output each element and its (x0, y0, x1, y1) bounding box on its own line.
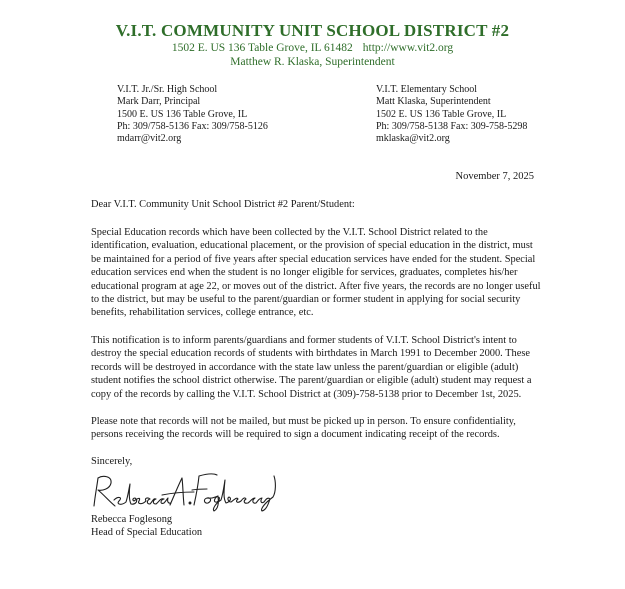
district-name: V.I.T. COMMUNITY UNIT SCHOOL DISTRICT #2 (115, 21, 510, 40)
paragraph-pickup-instructions: Please note that records will not be mailed, but must be picked up in person. To ensure confidentiality, persons receiving the records will be required to sign a document indicating receipt of the records. (91, 416, 516, 441)
handwritten-signature (90, 470, 280, 512)
school-email: mklaska@vit2.org (376, 133, 450, 145)
letter-date: November 7, 2025 (455, 171, 534, 182)
school-address: 1500 E. US 136 Table Grove, IL (117, 108, 248, 120)
closing: Sincerely, (91, 456, 133, 467)
school-address: 1502 E. US 136 Table Grove, IL (376, 108, 507, 120)
school-name: V.I.T. Elementary School (376, 84, 477, 95)
school-phone-fax: Ph: 309/758-5136 Fax: 309/758-5126 (117, 120, 268, 132)
school-contact: Mark Darr, Principal (117, 96, 201, 108)
district-address: 1502 E. US 136 Table Grove, IL 61482 (171, 42, 353, 54)
signer-name: Rebecca Foglesong (91, 514, 173, 525)
superintendent-line: Matthew R. Klaska, Superintendent (230, 56, 395, 68)
high-school-info (117, 84, 268, 145)
school-email: mdarr@vit2.org (117, 133, 182, 145)
paragraph-destruction-notice: This notification is to inform parents/guardians and former students of V.I.T. School District's intent to destroy the special education records of students with birthdates in March 1991 to December 2000. These records will be destroyed in accordance with the state law unless the parent/guardian or eligible (adult) student notifies the school district otherwise. The parent/guardian or eligible (adult) student may request a copy of the records by calling the V.I.T. School District at (309)-758-5138 prior to December 1st, 2025. (91, 335, 532, 400)
school-contact: Matt Klaska, Superintendent (376, 96, 491, 108)
district-address-line (0, 41, 625, 55)
salutation: Dear V.I.T. Community Unit School District #2 Parent/Student: (91, 199, 355, 210)
letterhead (0, 21, 625, 69)
signer-title: Head of Special Education (91, 527, 203, 538)
school-phone-fax: Ph: 309/758-5138 Fax: 309-758-5298 (376, 120, 528, 132)
district-website-link[interactable]: http://www.vit2.org (362, 42, 454, 54)
paragraph-records-retention: Special Education records which have been collected by the V.I.T. School District related to the identification, evaluation, educational placement, or the provision of special education in the district, must be maintained for a period of five years after special education services have ended for the student. Special education services end when the student is no longer eligible for services, graduates, completes his/her educational program at age 22, or moves out of the district. After five years, the records are no longer useful to the district, but may be useful to the parent/guardian or former student in applying for social security benefits, rehabilitation services, college entrance, etc. (91, 227, 541, 319)
elementary-school-info (376, 84, 527, 145)
school-name: V.I.T. Jr./Sr. High School (117, 84, 218, 95)
